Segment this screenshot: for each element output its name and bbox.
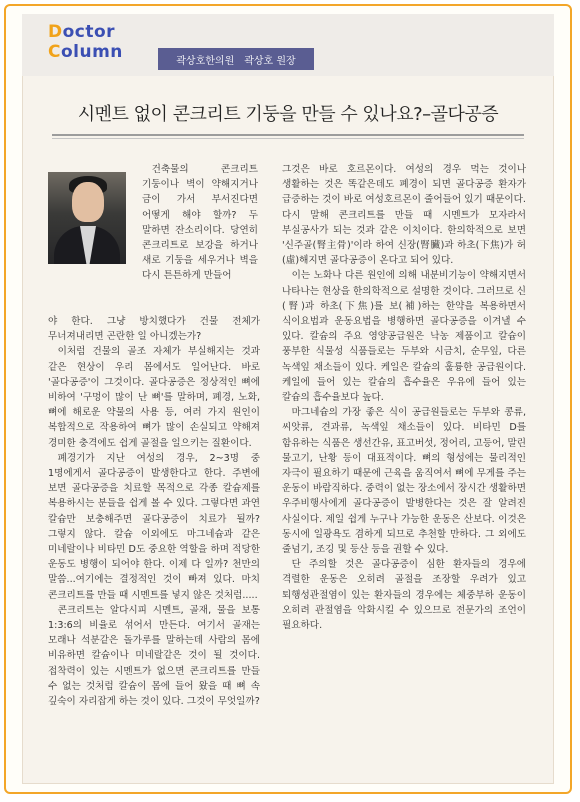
author-photo bbox=[48, 172, 126, 264]
column-header bbox=[22, 14, 554, 76]
clinic-name: 곽상호한의원 bbox=[176, 55, 235, 67]
author-name: 곽상호 원장 bbox=[244, 55, 296, 67]
paragraph: 이처럼 건물의 골조 자체가 부실해지는 것과 같은 현상이 우리 몸에서도 일어난다. 바로 '골다공증'이 그것이다. 골다공증은 정상적인 뼈에 비하여 '구멍이 많이 난 뼈'를 말하며, 폐경, 노화, 뼈에 해로운 약물의 사용 등, 여러 가지 원인이 복합적으로 작용하여 뼈가 많이 손실되고 약해져 경미한 충격에도 쉽게 골절을 일으키는 질환이다. bbox=[48, 346, 260, 449]
newspaper-clipping bbox=[22, 14, 554, 784]
paragraph: 야 한다. 그냥 방치했다가 건물 전체가 무너져내리면 곤란한 일 아니겠는가? bbox=[48, 316, 260, 343]
article-title: 시멘트 없이 콘크리트 기둥을 만들 수 있나요?–골다공증 bbox=[77, 104, 499, 125]
title-rule-thin bbox=[52, 138, 524, 139]
paragraph: 이는 노화나 다른 원인에 의해 내분비기능이 약해지면서 나타나는 현상을 한의학적으로 설명한 것이다. 그러므로 신(腎)과 하초(下焦)를 보(補)하는 한약을 복용하면서 식이요법과 운동요법을 병행하면 골다공증을 이겨낼 수 있다. 칼슘의 주요 영양공급원은 낙농 제품이고 칼슘이 풍부한 식물성 식품들로는 두부와 시금치, 순무잎, 다른 녹색잎 채소들이 있다. 케일은 칼슘의 훌륭한 공급원이다. 케일에 들어 있는 칼슘의 흡수율은 우유에 들어 있는 칼슘의 흡수율보다 높다. bbox=[282, 270, 526, 404]
title-rule bbox=[52, 134, 524, 136]
paragraph: 단 주의할 것은 골다공증이 심한 환자들의 경우에 격렬한 운동은 오히려 골절을 조장할 우려가 있고 퇴행성관절염이 있는 환자들의 경우에는 체중부하 운동이 오히려 관절염을 악화시킬 수 있으므로 전문가의 조언이 필요하다. bbox=[282, 559, 526, 632]
doctor-column-logo: Doctor Column bbox=[48, 22, 123, 62]
paragraph: 콘크리트는 알다시피 시멘트, 골재, 물을 보통 1:3:6의 비율로 섞어서 만든다. 여기서 골재는 모래나 석분같은 돌가루를 말하는데 사람의 몸에 비유하면 칼슘이나 미네랄같은 것이 될 것이다. 접착력이 있는 시멘트가 없으면 콘크리트를 만들 수 없는 것처럼 칼슘이 몸에 들어 왔을 때 뼈 속 깊숙이 자리잡게 하는 것이 있다. 그것이 무엇일까? bbox=[48, 604, 260, 708]
column-1-wrap-text bbox=[142, 162, 258, 284]
column-1-text bbox=[48, 314, 260, 709]
paragraph: 건축물의 콘크리트 기둥이나 벽이 약해지거나 금이 가서 부서진다면 어떻게 해야 할까? 두 말하면 잔소리이다. 당연히 콘크리트로 보강을 하거나 새로 기둥을 세우거나 벽을 다시 튼튼하게 만들어 bbox=[142, 164, 258, 282]
paragraph: 폐경기가 지난 여성의 경우, 2~3명 중 1명에게서 골다공증이 발생한다고 한다. 주변에 보면 골다공증을 치료할 목적으로 각종 칼슘제를 복용하시는 분들을 쉽게 볼 수 있다. 그렇다면 과연 칼슘만 보충해주면 골다공증이 치료가 될까? 그렇지 않다. 칼슘 이외에도 마그네슘과 같은 미네랄이나 비타민 D도 중요한 역할을 하며 적당한 운동도 병행이 되어야 한다. 이제 다 일까? 천만의 말씀...여기에는 결정적인 것이 빠져 있다. 마치 콘크리트를 만들 때 시멘트를 넣지 않은 것처럼..... bbox=[48, 452, 260, 601]
paragraph: 그것은 바로 호르몬이다. 여성의 경우 먹는 것이나 생활하는 것은 똑같은데도 폐경이 되면 골다공증 환자가 급증하는 것이 바로 여성호르몬이 줄어들어 있기 때문이다. 다시 말해 콘크리트를 만들 때 시멘트가 모자라서 부실공사가 되는 것과 같은 이치이다. 한의학적으로 보면 '신주골(腎主骨)'이라 하여 신장(腎臟)과 하초(下焦)가 허(虛)해지면 골다공증이 온다고 되어 있다. bbox=[282, 164, 526, 267]
author-bar bbox=[158, 48, 314, 70]
column-2-text bbox=[282, 162, 526, 633]
paragraph: 마그네슘의 가장 좋은 식이 공급원들로는 두부와 콩류, 씨앗류, 견과류, 녹색잎 채소들이 있다. 비타민 D를 함유하는 식품은 생선간유, 표고버섯, 정어리, 고등어, 말린 물고기, 난황 등이 대표적이다. 뼈의 형성에는 물리적인 자극이 필요하기 때문에 근육을 움직여서 뼈에 무게를 주는 운동이 바람직하다. 중력이 없는 장소에서 장시간 생활하면 우주비행사에게 골다공증이 발병한다는 것은 잘 알려진 사실이다. 제일 쉽게 누구나 가능한 운동은 산보다. 이것은 동시에 일광욕도 겸하게 되므로 추천할 만하다. 그 외에도 줄넘기, 조깅 및 등산 등을 권할 수 있다. bbox=[282, 407, 526, 556]
